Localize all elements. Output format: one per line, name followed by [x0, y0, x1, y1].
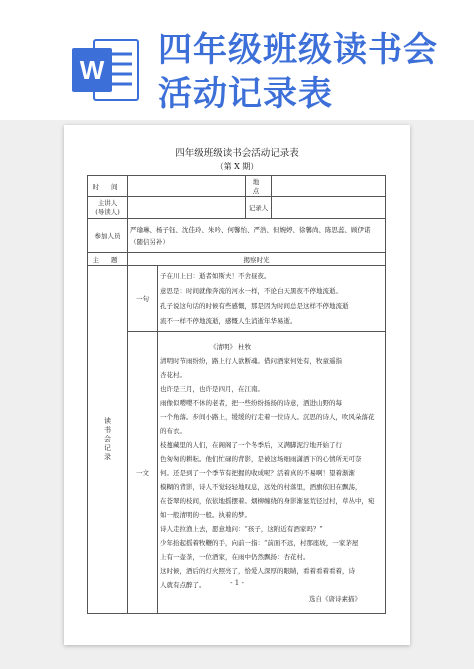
place-value[interactable]	[272, 176, 386, 197]
article-line: 也许是三月，也许是四月，在江南。	[160, 384, 264, 393]
word-icon-letter: W	[79, 55, 105, 85]
article-line: 杏花村。	[160, 370, 186, 379]
sentence-line: 意思是：时间就像奔流的河水一样，不论白天黑夜不停地流逝。	[160, 286, 342, 295]
document-subtitle: （第 X 期）	[215, 162, 259, 171]
article-line: 清明时节雨纷纷，路上行人欲断魂。借问酒家何处有，牧童遥指	[160, 356, 342, 365]
time-label: 时 间	[88, 176, 128, 197]
article-line: 上有一壶茶，一位酒家，在雨中仍然飘扬：杏花村。	[160, 552, 310, 561]
article-line: 雨像似嘤嘤不休的老者，把一些纷纷扬扬的诗意，洒进山野的每	[160, 398, 342, 407]
article-line: 的布衣。	[160, 426, 186, 435]
sentence-line: 流不一样不停地流逝，感慨人生消逝年华易逝。	[160, 316, 297, 325]
host-sub-label: (导读人)	[95, 207, 120, 216]
article-line: 一个角落。步间小路上，缓缓的行走着一位诗人。沉思的诗人，吹风朵落花	[160, 412, 375, 421]
banner	[0, 0, 474, 140]
record-form-table	[87, 175, 386, 614]
document-title: 四年级班级读书会活动记录表	[175, 148, 299, 159]
article-line: 色匆匆的耕耘。他们忙碌的背影，是被这场细雨潇洒下的心情所无可奈	[160, 454, 362, 463]
banner-title: 四年级班级读书会活动记录表	[158, 30, 438, 114]
record-label: 读书会记录	[103, 417, 112, 462]
topic-value: 揭察时光	[128, 253, 386, 266]
host-label: 主讲人	[97, 198, 118, 207]
article-title: 《清明》 杜牧	[210, 342, 252, 351]
article-line: 在苍翠的枝间，依依地摇摆着。烟柳缠绕的身影渐显荒径过村，草丛中，宛	[160, 496, 375, 505]
page-number: - 1 -	[230, 579, 244, 587]
article-line: 何。还是到了一个季节有把握的收成呢？活着真的不易啊！望着渐渐	[160, 468, 355, 477]
host-label-cell	[88, 197, 128, 219]
topic-label: 主 题	[88, 253, 128, 266]
recorder-label: 记录人	[246, 197, 272, 219]
article-line: 人就有点醉了。	[160, 580, 206, 589]
article-line: 如一般清明的一般。执着的梦。	[160, 510, 251, 519]
article-line: 这时候，酒后的灯火照亮了，恰爱人深厚的眼睛，看着看着看着，诗	[160, 566, 355, 575]
one-text-label: 一文	[128, 332, 158, 614]
one-sentence-label: 一句	[128, 266, 158, 332]
article-line: 模糊的背影，诗人不觉轻轻地叹息，远处的村落里，酒旗依旧在飘荡，	[160, 482, 362, 491]
participants-label: 参加人员	[88, 219, 128, 253]
document-page	[64, 125, 410, 645]
article-line: 诗人走拉渔上去，愿意地问：“孩子，这附近有酒家吗？”	[160, 524, 323, 533]
record-label-cell	[88, 266, 128, 614]
place-label: 地 点	[246, 176, 272, 197]
sentence-block	[158, 266, 386, 332]
sentence-line: 孔子说这句话的时候有些感慨，那是因为时间总是这样不停地流逝	[160, 301, 349, 310]
sentence-line: 子在川上曰：逝者如斯夫！不舍昼夜。	[160, 271, 271, 280]
article-block	[158, 332, 386, 614]
host-value[interactable]	[128, 197, 246, 219]
article-source: 选自《唐诗素描》	[309, 594, 361, 603]
recorder-value[interactable]	[272, 197, 386, 219]
word-document-icon	[66, 30, 146, 110]
article-line: 少年抬起摇着牧鞭的手，向前一指：“前面不远，村那座坡，一家茅屋	[160, 538, 359, 547]
article-line: 枝蔓藏里的人们，在阁阁了一个冬季后，又满脚泥泞地开始了行	[160, 440, 342, 449]
participants-value: 严瑜琳、杨子钰、沈佳玲、朱吟、何馨怡、严浩、但婉婷、徐馨尚、陈思蕊、顾伊诺（随信另补）	[128, 219, 386, 253]
time-value[interactable]	[128, 176, 246, 197]
